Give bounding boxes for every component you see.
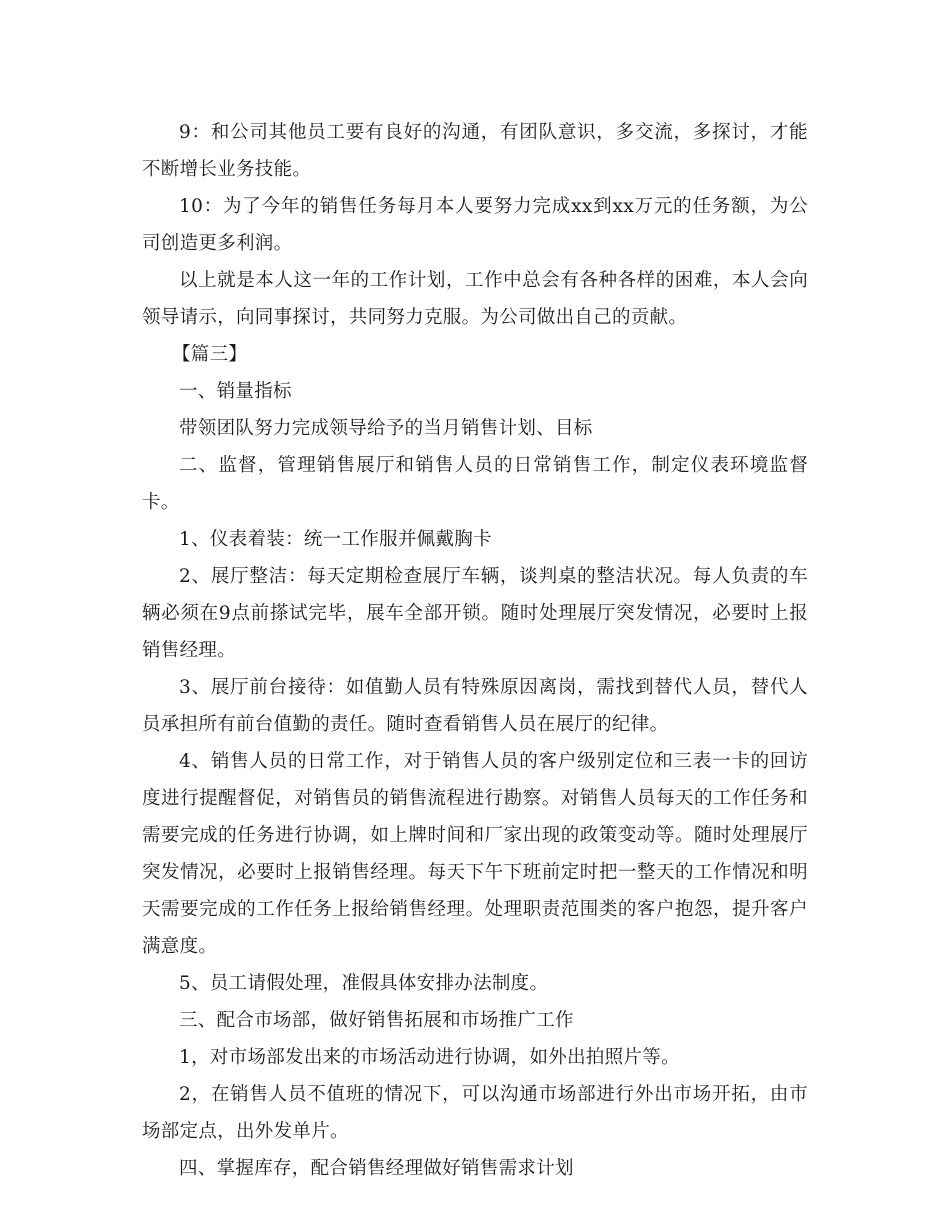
paragraph-item-9: 9：和公司其他员工要有良好的沟通，有团队意识，多交流，多探讨，才能不断增长业务技能。 [142,122,808,180]
section-heading-3: 三、配合市场部，做好销售拓展和市场推广工作 [179,1010,574,1031]
document-body [142,114,808,1187]
paragraph-sales-target: 带领团队努力完成领导给予的当月销售计划、目标 [179,418,593,439]
paragraph-conclusion: 以上就是本人这一年的工作计划，工作中总会有各种各样的困难，本人会向领导请示，向同事探讨，共同努力克服。为公司做出自己的贡献。 [142,270,808,328]
paragraph-daily-work: 4、销售人员的日常工作，对于销售人员的客户级别定位和三表一卡的回访度进行提醒督促，对销售员的销售流程进行勘察。对销售人员每天的工作任务和需要完成的任务进行协调，如上牌时间和厂家出现的政策变动等。随时处理展厅突发情况，必要时上报销售经理。每天下午下班前定时把一整天的工作情况和明天需要完成的工作任务上报给销售经理。处理职责范围类的客户抱怨，提升客户满意度。 [142,751,808,957]
paragraph-market-expansion: 2，在销售人员不值班的情况下，可以沟通市场部进行外出市场开拓，由市场部定点，出外发单片。 [142,1084,808,1142]
paragraph-leave-handling: 5、员工请假处理，准假具体安排办法制度。 [179,973,549,994]
section-heading-part-three: 【篇三】 [172,344,248,365]
section-heading-1: 一、销量指标 [179,381,292,402]
paragraph-item-10: 10：为了今年的销售任务每月本人要努力完成xx到xx万元的任务额，为公司创造更多利润。 [142,196,808,254]
paragraph-market-coordination: 1，对市场部发出来的市场活动进行协调，如外出拍照片等。 [179,1047,680,1068]
paragraph-dress-code: 1、仪表着装：统一工作服并佩戴胸卡 [179,529,492,550]
section-heading-2: 二、监督，管理销售展厅和销售人员的日常销售工作，制定仪表环境监督卡。 [142,455,808,513]
paragraph-showroom-cleanliness: 2、展厅整洁：每天定期检查展厅车辆，谈判桌的整洁状况。每人负责的车辆必须在9点前搽试完毕，展车全部开锁。随时处理展厅突发情况，必要时上报销售经理。 [142,566,808,661]
paragraph-front-desk: 3、展厅前台接待：如值勤人员有特殊原因离岗，需找到替代人员，替代人员承担所有前台值勤的责任。随时查看销售人员在展厅的纪律。 [142,677,808,735]
section-heading-4: 四、掌握库存，配合销售经理做好销售需求计划 [179,1158,574,1179]
